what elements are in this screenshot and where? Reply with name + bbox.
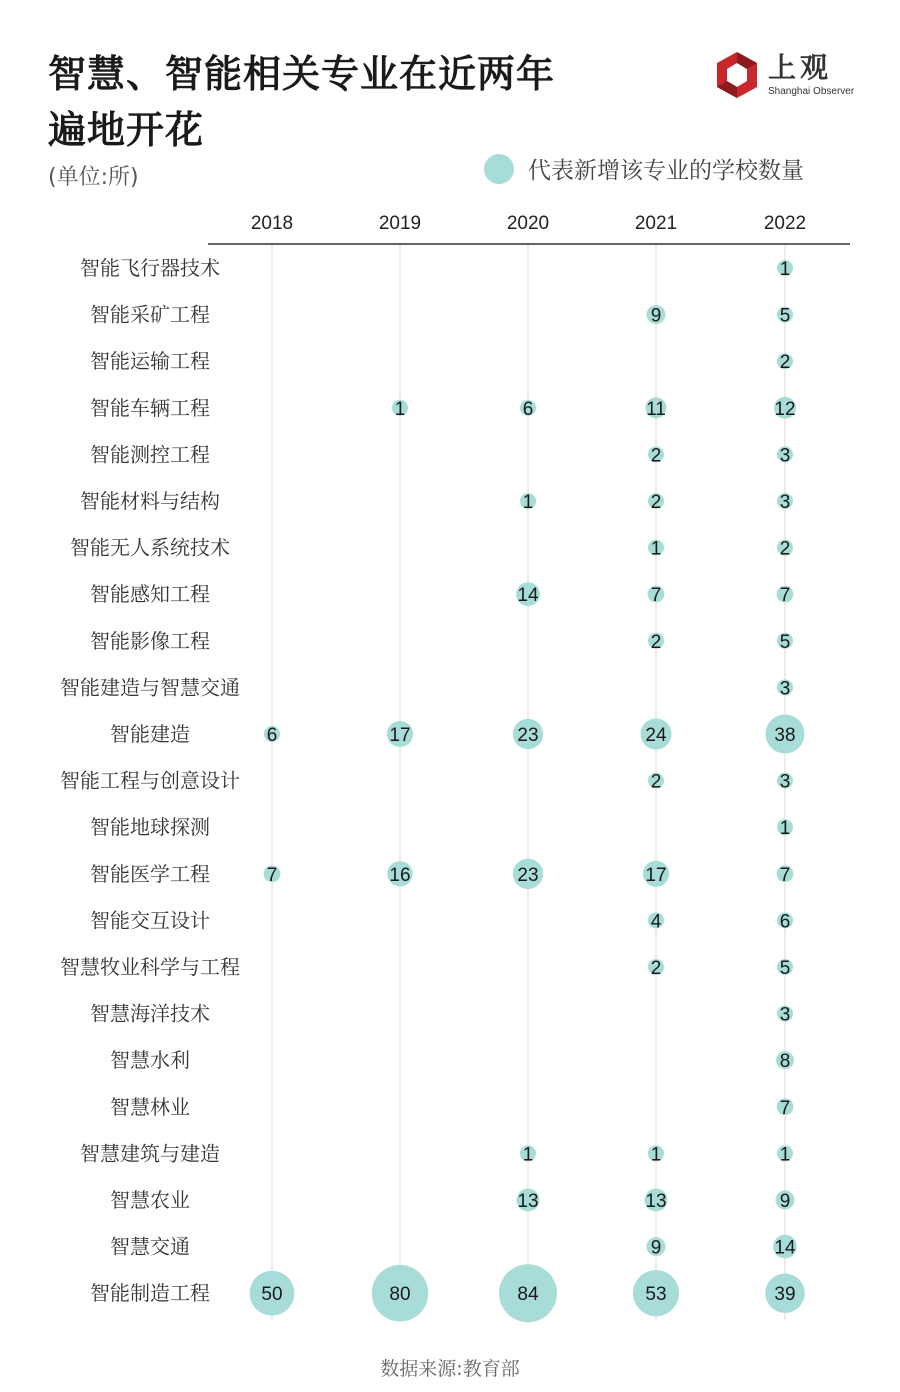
data-label: 50 xyxy=(261,1284,283,1306)
data-label: 13 xyxy=(517,1191,539,1212)
row-label: 智慧建筑与建造 xyxy=(80,1141,220,1166)
row-label: 智能交互设计 xyxy=(90,908,210,933)
data-label: 2 xyxy=(779,538,791,560)
data-label: 80 xyxy=(389,1284,411,1306)
data-label: 14 xyxy=(774,1237,796,1259)
data-label: 3 xyxy=(779,445,791,467)
row-label: 智能运输工程 xyxy=(90,349,210,374)
data-label: 6 xyxy=(522,398,534,420)
row-label: 智能工程与创意设计 xyxy=(60,768,240,793)
logo-name: 上观 xyxy=(768,51,833,84)
year-label-2022: 2022 xyxy=(763,213,807,234)
data-label: 12 xyxy=(774,398,796,420)
data-label: 1 xyxy=(779,259,791,280)
data-label: 7 xyxy=(779,864,791,886)
legend-label: 代表新增该专业的学校数量 xyxy=(528,158,804,184)
row-label: 智能采矿工程 xyxy=(90,302,210,327)
data-label: 1 xyxy=(522,1144,534,1166)
data-label: 4 xyxy=(650,911,662,933)
row-label: 智能建造 xyxy=(110,722,190,746)
data-label: 17 xyxy=(645,864,667,886)
logo-subtitle: Shanghai Observer xyxy=(768,86,855,97)
data-label: 17 xyxy=(389,725,411,746)
row-label: 智能医学工程 xyxy=(90,861,210,886)
data-label: 6 xyxy=(266,725,278,746)
row-label: 智能无人系统技术 xyxy=(70,535,230,560)
row-label: 智慧交通 xyxy=(110,1234,190,1259)
data-label: 9 xyxy=(779,1191,791,1212)
data-label: 3 xyxy=(779,771,791,793)
data-label: 2 xyxy=(650,631,662,653)
unit-label: (单位:所) xyxy=(48,165,139,190)
data-label: 2 xyxy=(650,958,662,979)
data-label: 2 xyxy=(650,445,662,467)
row-label: 智能建造与智慧交通 xyxy=(60,675,240,700)
data-label: 9 xyxy=(650,305,662,327)
row-label: 智能车辆工程 xyxy=(90,395,210,420)
data-label: 3 xyxy=(779,678,791,700)
data-label: 1 xyxy=(394,398,406,420)
data-source: 数据来源:教育部 xyxy=(380,1358,520,1380)
data-label: 7 xyxy=(779,1097,791,1119)
data-label: 38 xyxy=(774,725,796,746)
year-label-2018: 2018 xyxy=(250,213,294,234)
data-label: 7 xyxy=(266,864,278,886)
data-label: 5 xyxy=(779,958,791,979)
data-label: 3 xyxy=(779,492,791,513)
data-label: 24 xyxy=(645,725,667,746)
data-label: 5 xyxy=(779,631,791,653)
data-label: 9 xyxy=(650,1237,662,1259)
data-label: 16 xyxy=(389,864,411,886)
row-label: 智能材料与结构 xyxy=(80,489,220,513)
row-label: 智能制造工程 xyxy=(90,1281,210,1306)
data-label: 84 xyxy=(517,1284,539,1306)
data-label: 11 xyxy=(646,398,666,420)
year-label-2019: 2019 xyxy=(378,213,422,234)
data-label: 7 xyxy=(650,585,662,607)
title-line-1: 智慧、智能相关专业在近两年 xyxy=(48,52,556,96)
row-label: 智能影像工程 xyxy=(90,628,210,653)
row-label: 智慧林业 xyxy=(110,1094,190,1119)
data-label: 53 xyxy=(645,1284,667,1306)
data-label: 1 xyxy=(522,492,534,513)
data-label: 6 xyxy=(779,911,791,933)
data-label: 1 xyxy=(650,538,662,560)
data-label: 1 xyxy=(650,1144,662,1166)
data-label: 3 xyxy=(779,1004,791,1026)
data-label: 13 xyxy=(645,1191,667,1212)
title-line-2: 遍地开花 xyxy=(48,108,205,152)
data-label: 7 xyxy=(779,585,791,607)
data-label: 1 xyxy=(779,818,791,840)
row-label: 智能感知工程 xyxy=(90,582,210,607)
year-label-2020: 2020 xyxy=(506,213,550,234)
data-label: 2 xyxy=(779,352,791,374)
data-label: 2 xyxy=(650,771,662,793)
data-label: 23 xyxy=(517,864,539,886)
data-label: 2 xyxy=(650,492,662,513)
data-label: 8 xyxy=(779,1051,791,1073)
data-label: 39 xyxy=(774,1284,796,1306)
row-label: 智能测控工程 xyxy=(90,442,210,467)
row-label: 智能飞行器技术 xyxy=(80,256,220,280)
data-label: 5 xyxy=(779,305,791,327)
row-label: 智慧农业 xyxy=(110,1188,190,1212)
row-label: 智慧牧业科学与工程 xyxy=(60,955,240,979)
row-label: 智慧水利 xyxy=(110,1048,190,1073)
data-label: 14 xyxy=(517,585,539,607)
data-label: 1 xyxy=(779,1144,791,1166)
row-label: 智能地球探测 xyxy=(90,815,210,840)
row-label: 智慧海洋技术 xyxy=(90,1001,210,1026)
data-label: 23 xyxy=(517,725,539,746)
year-label-2021: 2021 xyxy=(634,213,678,234)
